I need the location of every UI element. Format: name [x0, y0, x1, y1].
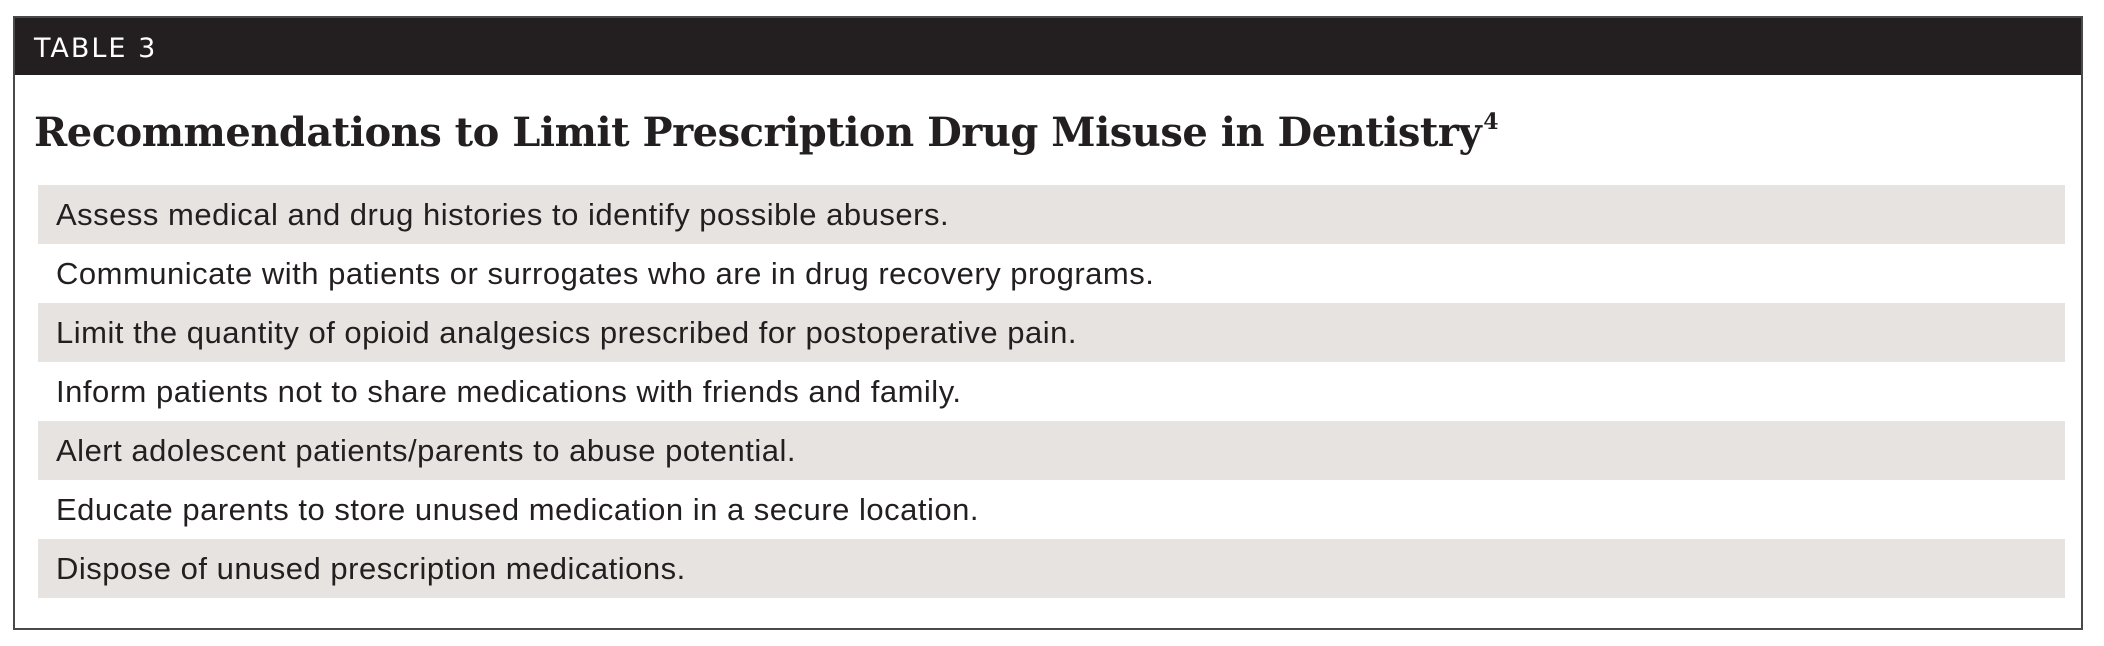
table-title-text: Recommendations to Limit Prescription Drug Misuse in Dentistry: [34, 109, 1482, 156]
table-row: Communicate with patients or surrogates who are in drug recovery programs.: [56, 255, 1155, 291]
table-row: Dispose of unused prescription medications.: [38, 539, 2065, 598]
table-row: Assess medical and drug histories to identify possible abusers.: [38, 185, 2065, 244]
table-row: Inform patients not to share medications with friends and family.: [56, 373, 962, 409]
recommendation-list: [38, 185, 2065, 598]
table-row: Limit the quantity of opioid analgesics prescribed for postoperative pain.: [38, 303, 2065, 362]
table-label: TABLE 3: [34, 33, 158, 64]
table-row: Educate parents to store unused medication in a secure location.: [56, 491, 979, 527]
table-header-bar: [15, 18, 2081, 75]
table-container: [13, 16, 2083, 630]
title-reference-superscript: 4: [1483, 109, 1498, 135]
table-row: Alert adolescent patients/parents to abuse potential.: [38, 421, 2065, 480]
table-title: [34, 109, 1498, 156]
